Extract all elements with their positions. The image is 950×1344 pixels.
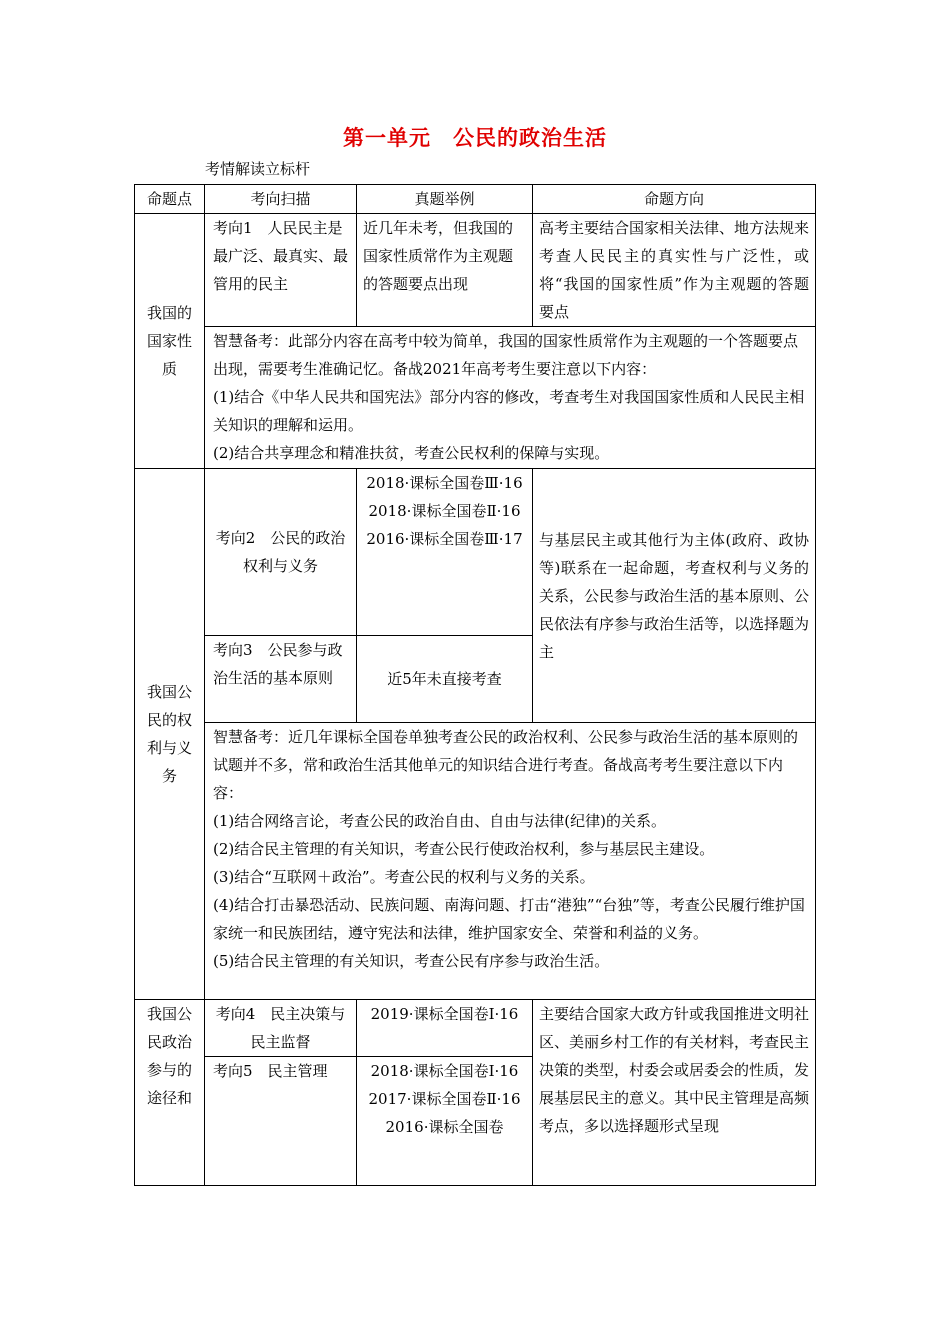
exam-analysis-table: [134, 184, 816, 1186]
example-item: 2019·课标全国卷Ⅰ·16: [370, 1005, 519, 1023]
table-row: [135, 723, 816, 1000]
example-item: 2018·课标全国卷Ⅰ·16: [370, 1062, 519, 1080]
topic-cell: 我国的国家性质: [135, 214, 205, 469]
header-topic: 命题点: [135, 185, 205, 214]
table-header-row: [135, 185, 816, 214]
direction-cell: 考向3 公民参与政治生活的基本原则: [205, 636, 357, 723]
section-subtitle: 考情解读立标杆: [205, 160, 311, 178]
table-row: [135, 327, 816, 469]
example-item: 2018·课标全国卷Ⅲ·16: [366, 474, 523, 492]
header-example: 真题举例: [357, 185, 533, 214]
table-row: [135, 1000, 816, 1057]
topic-cell: 我国公民的权利与义务: [135, 469, 205, 1000]
tips-text: (2)结合民主管理的有关知识，考查公民行使政治权利，参与基层民主建设。: [213, 840, 715, 858]
tips-text: (4)结合打击暴恐活动、民族问题、南海问题、打击“港独”“台独”等，考查公民履行维护国家统一和民族团结，遵守宪法和法律，维护国家安全、荣誉和利益的义务。: [213, 896, 805, 942]
example-item: 2016·课标全国卷Ⅲ·17: [366, 530, 523, 548]
tips-text: 智慧备考：此部分内容在高考中较为简单，我国的国家性质常作为主观题的一个答题要点出现，需要考生准确记忆。备战2021年高考考生要注意以下内容：: [213, 332, 799, 379]
table-row: [135, 469, 816, 636]
tips-text: (1)结合《中华人民共和国宪法》部分内容的修改，考查考生对我国国家性质和人民民主相关知识的理解和运用。: [213, 388, 805, 435]
example-cell: 近几年未考，但我国的国家性质常作为主观题的答题要点出现: [357, 214, 533, 327]
example-cell: [357, 1057, 533, 1186]
tips-text: (3)结合“互联网＋政治”。考查公民的权利与义务的关系。: [213, 868, 595, 886]
tips-text: (2)结合共享理念和精准扶贫，考查公民权利的保障与实现。: [213, 444, 610, 463]
direction-cell: 考向4 民主决策与民主监督: [205, 1000, 357, 1057]
tips-text: (1)结合网络言论，考查公民的政治自由、自由与法律(纪律)的关系。: [213, 812, 666, 830]
direction-cell: 考向1 人民民主是最广泛、最真实、最管用的民主: [205, 214, 357, 327]
trend-cell: 高考主要结合国家相关法律、地方法规来考查人民民主的真实性与广泛性，或将“我国的国家性质”作为主观题的答题要点: [533, 214, 816, 327]
topic-cell: 我国公民政治参与的途径和: [135, 1000, 205, 1186]
tips-cell: [205, 327, 816, 469]
example-cell: [357, 469, 533, 636]
trend-cell: 与基层民主或其他行为主体(政府、政协等)联系在一起命题，考查权利与义务的关系，公民参与政治生活的基本原则、公民依法有序参与政治生活等，以选择题为主: [533, 469, 816, 723]
page-title: 第一单元 公民的政治生活: [343, 125, 607, 150]
header-trend: 命题方向: [533, 185, 816, 214]
example-item: 2018·课标全国卷Ⅱ·16: [368, 502, 521, 520]
example-item: 2017·课标全国卷Ⅱ·16: [368, 1090, 521, 1108]
tips-cell: [205, 723, 816, 1000]
direction-cell: 考向2 公民的政治权利与义务: [205, 469, 357, 636]
table-row: [135, 214, 816, 327]
example-cell: 近5年未直接考查: [357, 636, 533, 723]
header-direction: 考向扫描: [205, 185, 357, 214]
example-cell: [357, 1000, 533, 1057]
tips-text: 智慧备考：近几年课标全国卷单独考查公民的政治权利、公民参与政治生活的基本原则的试题并不多，常和政治生活其他单元的知识结合进行考查。备战高考考生要注意以下内容：: [213, 728, 799, 802]
trend-cell: 主要结合国家大政方针或我国推进文明社区、美丽乡村工作的有关材料，考查民主决策的类型，村委会或居委会的性质，发展基层民主的意义。其中民主管理是高频考点，多以选择题形式呈现: [533, 1000, 816, 1186]
direction-cell: 考向5 民主管理: [205, 1057, 357, 1186]
tips-text: (5)结合民主管理的有关知识，考查公民有序参与政治生活。: [213, 952, 610, 970]
example-item: 2016·课标全国卷: [385, 1118, 504, 1136]
